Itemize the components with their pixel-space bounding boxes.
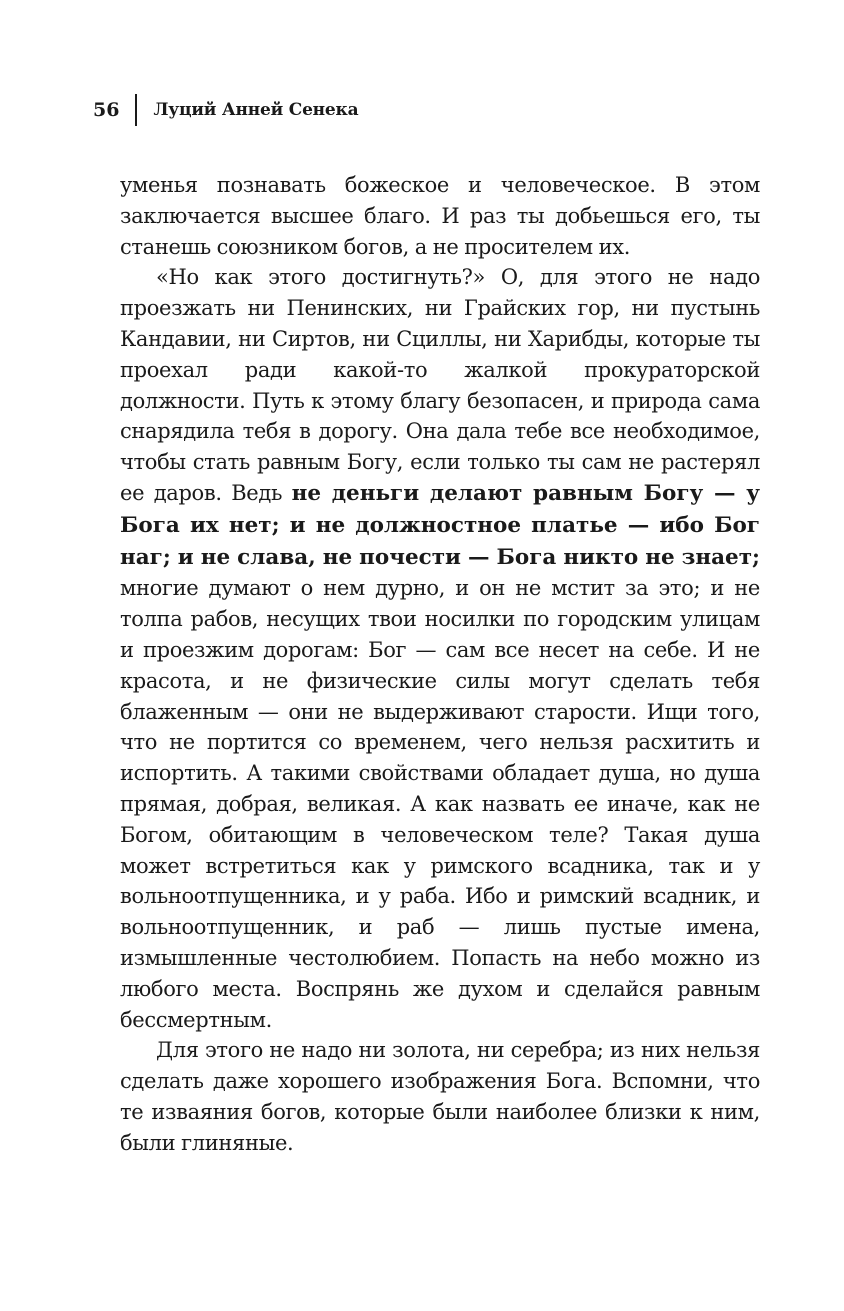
- body-text: [120, 170, 760, 1159]
- paragraph-3: Для этого не надо ни золота, ни серебра; из них нельзя сделать даже хорошего изображения Бога. Вспомни, что те изваяния богов, которые были наиболее близки к ним, были глиняные.: [120, 1038, 760, 1155]
- page-number: 56: [93, 99, 120, 121]
- header-divider: [135, 94, 137, 126]
- emphasized-passage: не деньги делают равным Богу — у Бога их нет; и не должностное платье — ибо Бог наг; и не слава, не почести — Бога никто не знает;: [120, 480, 760, 570]
- running-head: [93, 93, 358, 127]
- paragraph-2: [120, 262, 760, 1035]
- paragraph-2-tail-text: многие думают о нем дурно, и он не мстит за это; и не толпа рабов, несущих твои носилки по городским улицам и проезжим дорогам: Бог — сам все несет на себе. И не красота, и не физические силы могут сделать тебя блаженным — они не выдерживают старости. Ищи того, что не портится со временем, чего нельзя расхитить и испортить. А такими свойствами обладает душа, но душа прямая, добрая, великая. А как назвать ее иначе, как не Богом, обитающим в человеческом теле? Такая душа может встретиться как у римского всадника, так и у вольноотпущенника, и у раба. Ибо и римский всадник, и вольноотпущенник, и раб — лишь пустые имена, измышленные честолюбием. Попасть на небо можно из любого места. Воспрянь же духом и сделайся равным бессмертным.: [120, 576, 760, 1032]
- paragraph-1: уменья познавать божеское и человеческое. В этом заключается высшее благо. И раз ты добьешься его, ты станешь союзником богов, а не просителем их.: [120, 173, 760, 259]
- paragraph-2-lead-text: «Но как этого достигнуть?» О, для этого не надо проезжать ни Пенинских, ни Грайских гор, ни пустынь Кандавии, ни Сиртов, ни Сциллы, ни Харибды, которые ты проехал ради какой-то жалкой прокураторской должности. Путь к этому благу безопасен, и природа сама снарядила тебя в дорогу. Она дала тебе все необходимое, чтобы стать равным Богу, если только ты сам не растерял ее даров. Ведь: [120, 265, 760, 505]
- book-author: Луций Анней Сенека: [153, 100, 359, 120]
